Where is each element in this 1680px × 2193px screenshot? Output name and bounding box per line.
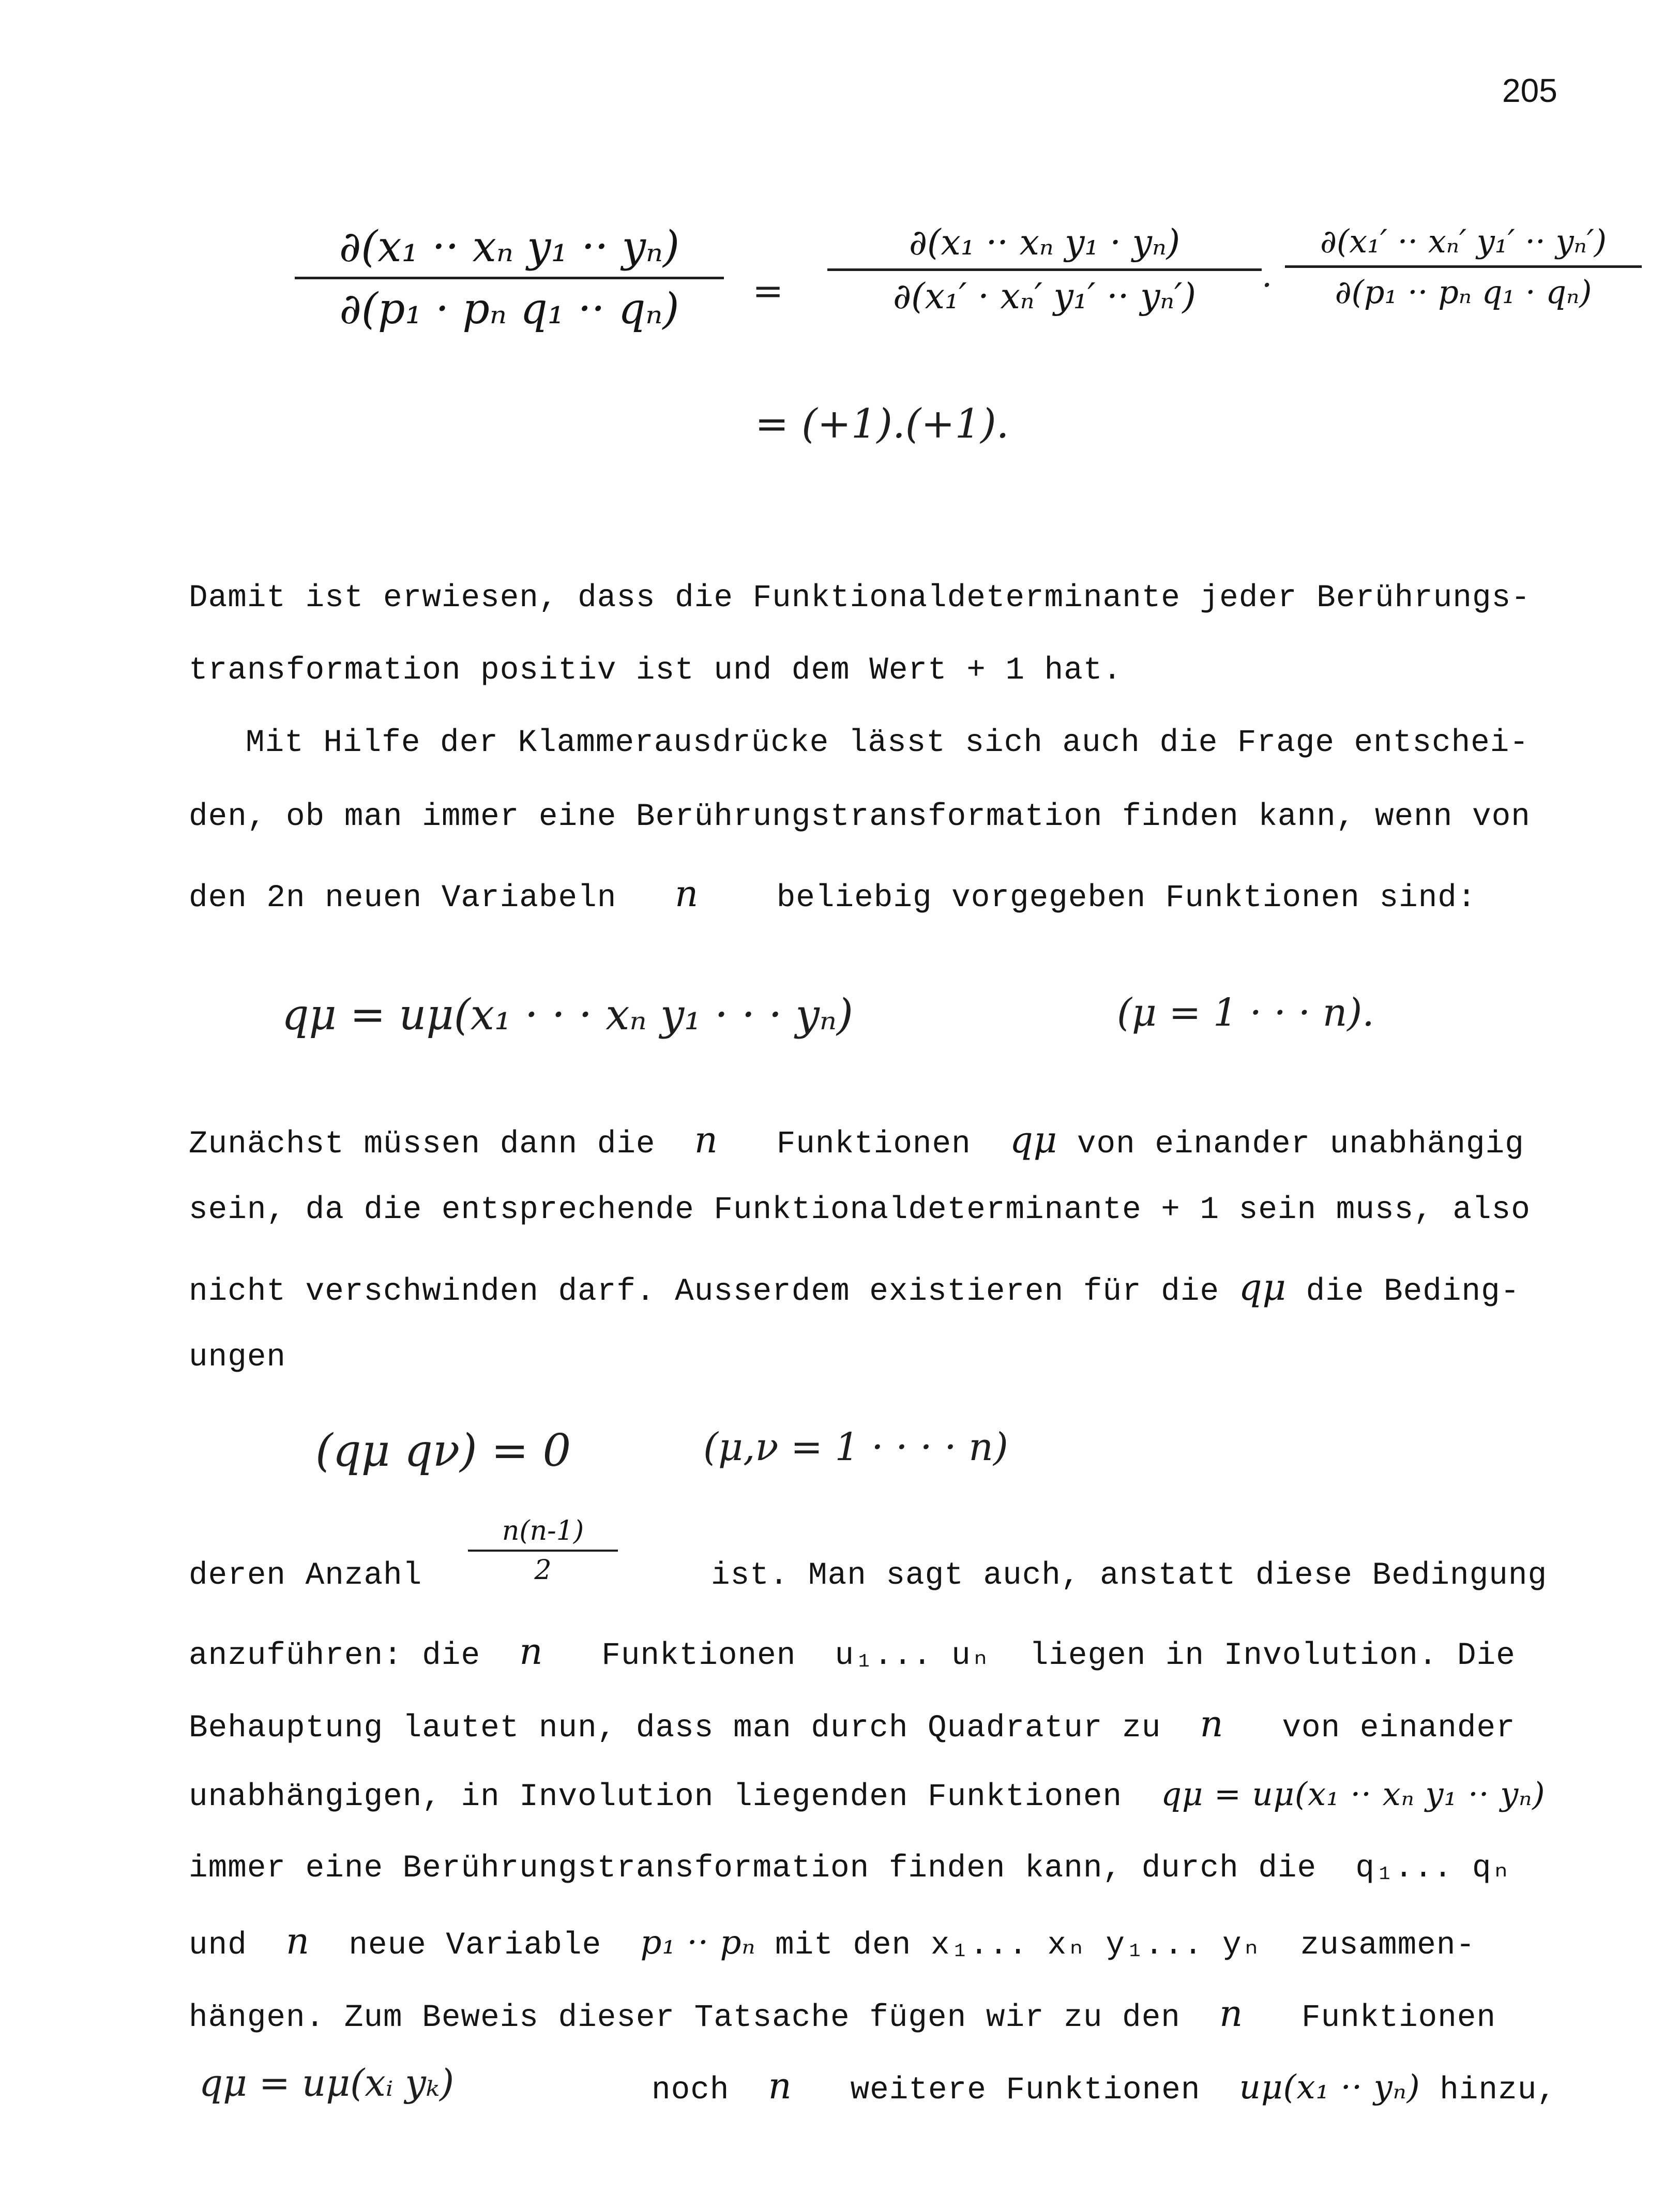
formula-4-range: (μ,ν = 1 · · · · n) — [703, 1425, 1008, 1469]
formula-2: = (+1).(+1). — [755, 401, 1009, 447]
formula-5: qμ = uμ(xᵢ yₖ) — [199, 2061, 455, 2105]
text-line: transformation positiv ist und dem Wert + 1 hat. — [189, 653, 1123, 688]
formula-3-range: (μ = 1 · · · n). — [1117, 990, 1374, 1035]
math-n: n — [675, 873, 699, 915]
math-formula-inline: qμ = uμ(x₁ ·· xₙ y₁ ·· yₙ) — [1161, 1775, 1546, 1813]
text-segment: neue Variable — [349, 1928, 602, 1963]
formula-1-rhs-first-denominator: ∂(x₁′ · xₙ′ y₁′ ·· yₙ′) — [892, 276, 1197, 317]
text-segment: noch — [652, 2072, 730, 2108]
text-segment: von einander unabhängig — [1077, 1126, 1524, 1162]
text-segment: von einander — [1282, 1710, 1516, 1746]
text-segment: hängen. Zum Beweis dieser Tatsache fügen wir zu den — [189, 2000, 1180, 2036]
text-line: Mit Hilfe der Klammerausdrücke lässt sich auch die Frage entschei- — [246, 725, 1529, 761]
text-line: ungen — [189, 1340, 286, 1375]
text-segment: immer eine Berührungstransformation finden kann, durch die — [189, 1851, 1317, 1886]
text-line — [189, 1630, 1516, 1674]
count-fraction — [468, 1515, 618, 1586]
text-segment: unabhängigen, in Involution liegenden Funktionen — [189, 1779, 1123, 1815]
math-n: n — [694, 1119, 718, 1161]
fraction-bar — [295, 277, 724, 279]
text-segment: die Beding- — [1306, 1274, 1520, 1310]
fraction-bar — [1285, 265, 1642, 268]
text-line: sein, da die entsprechende Funktionaldeterminante + 1 sein muss, also — [189, 1192, 1531, 1228]
text-line — [189, 1775, 1546, 1815]
page-number: 205 — [1502, 72, 1557, 109]
text-segment: nicht verschwinden darf. Ausserdem existieren für die — [189, 1274, 1220, 1310]
fraction-bar — [827, 268, 1262, 271]
formula-1-lhs-denominator: ∂(p₁ · pₙ q₁ ·· qₙ) — [339, 284, 679, 334]
math-n: n — [286, 1920, 310, 1962]
math-n: n — [768, 2065, 792, 2107]
formula-3: qμ = uμ(x₁ · · · xₙ y₁ · · · yₙ) — [282, 990, 854, 1040]
formula-1-equals: = — [752, 269, 784, 312]
text-segment: Funktionen — [601, 1638, 796, 1674]
text-segment: hinzu, — [1440, 2072, 1556, 2108]
text-segment: zusammen- — [1300, 1928, 1476, 1963]
text-segment: den 2n neuen Variabeln — [189, 880, 617, 916]
math-n: n — [519, 1630, 543, 1673]
text-segment: Funktionen — [1301, 2000, 1496, 2036]
text-segment: und — [189, 1928, 247, 1963]
math-p-list: p₁ ·· pₙ — [640, 1924, 756, 1962]
text-line — [189, 873, 1477, 916]
text-line — [189, 1119, 1524, 1162]
text-line: ist. Man sagt auch, anstatt diese Bedingung — [711, 1558, 1548, 1594]
formula-1-rhs-second-numerator: ∂(x₁′ ·· xₙ′ y₁′ ·· yₙ′) — [1320, 222, 1607, 260]
text-line — [189, 1920, 1475, 1963]
text-line — [189, 1266, 1520, 1310]
text-segment: anzuführen: die — [189, 1638, 481, 1674]
count-fraction-denominator: 2 — [534, 1555, 552, 1586]
text-segment: Funktionen — [776, 1126, 971, 1162]
math-n: n — [1200, 1703, 1224, 1745]
math-n: n — [1219, 1992, 1244, 2035]
formula-1-lhs-numerator: ∂(x₁ ·· xₙ y₁ ·· yₙ) — [339, 222, 680, 272]
text-segment: weitere Funktionen — [850, 2072, 1201, 2108]
formula-1-rhs-second — [1285, 222, 1642, 311]
formula-1-dot: · — [1262, 266, 1273, 305]
text-segment: u₁... uₙ — [835, 1638, 991, 1674]
count-fraction-numerator: n(n-1) — [502, 1515, 584, 1546]
formula-4: (qμ qν) = 0 — [315, 1425, 571, 1477]
formula-1-lhs — [295, 222, 724, 334]
fraction-bar — [468, 1550, 618, 1552]
text-segment: x₁... xₙ y₁... yₙ — [930, 1928, 1262, 1963]
formula-1-rhs-first-numerator: ∂(x₁ ·· xₙ y₁ · yₙ) — [909, 222, 1180, 263]
text-segment: mit den — [775, 1928, 912, 1963]
text-line: den, ob man immer eine Berührungstransformation finden kann, wenn von — [189, 799, 1531, 835]
text-line: deren Anzahl — [189, 1558, 422, 1594]
formula-1-rhs-second-denominator: ∂(p₁ ·· pₙ q₁ · qₙ) — [1335, 273, 1592, 311]
math-u-function: uμ(x₁ ·· yₙ) — [1239, 2068, 1420, 2107]
math-q-mu: qμ — [1009, 1119, 1058, 1161]
text-line — [652, 2065, 1556, 2108]
text-line: Damit ist erwiesen, dass die Funktionaldeterminante jeder Berührungs- — [189, 580, 1531, 616]
text-segment: Behauptung lautet nun, dass man durch Quadratur zu — [189, 1710, 1161, 1746]
text-segment: liegen in Involution. Die — [1029, 1638, 1516, 1674]
text-segment: Zunächst müssen dann die — [189, 1126, 656, 1162]
text-segment: q₁... qₙ — [1355, 1851, 1511, 1886]
text-line — [189, 1847, 1511, 1886]
text-segment: beliebig vorgegeben Funktionen sind: — [776, 880, 1477, 916]
formula-1-rhs-first — [827, 222, 1262, 317]
math-q-mu: qμ — [1238, 1266, 1287, 1309]
text-line — [189, 1992, 1496, 2036]
text-line — [189, 1703, 1516, 1746]
